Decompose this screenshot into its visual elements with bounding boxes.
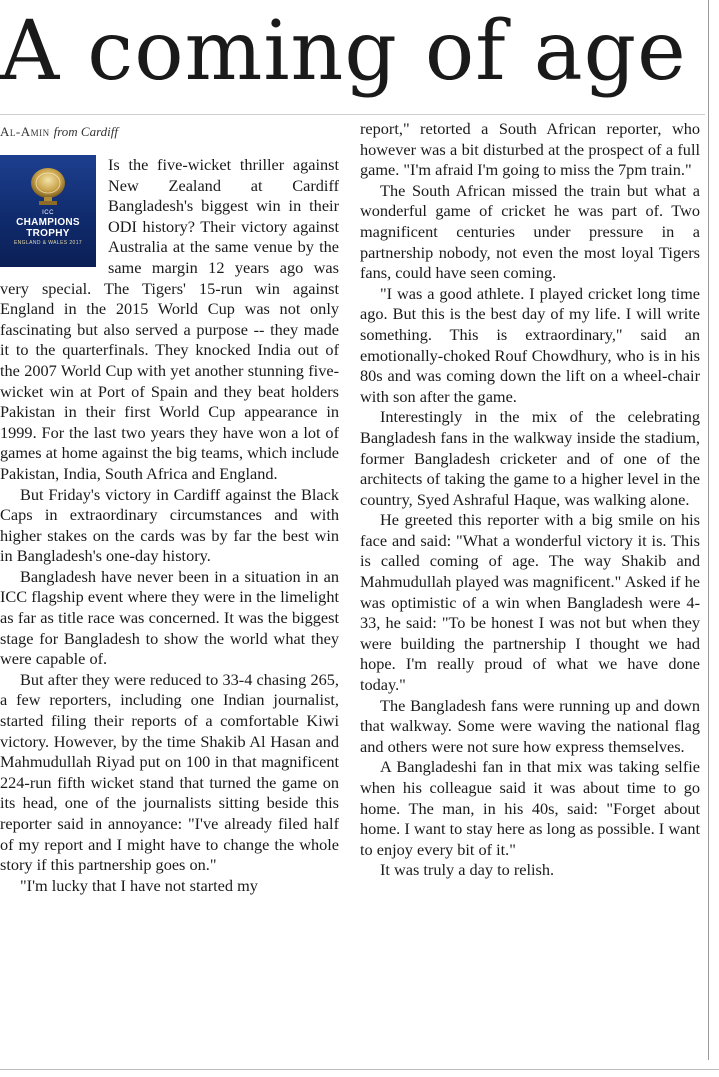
closing-line: It was truly a day to relish.: [380, 860, 555, 880]
headline-divider: [0, 114, 705, 115]
paragraph: The Bangladesh fans were running up and down that walkway. Some were waving the national flag and others were not sure how express themselves.: [360, 695, 700, 756]
champions-trophy-logo: [0, 155, 96, 267]
dateline: from Cardiff: [53, 124, 119, 139]
paragraph: "I was a good athlete. I played cricket long time ago. But this is the best day of my life. I will write something. This is extraordinary," said an emotionally-choked Rouf Chowdhury, who is in his 80s and was coming down the lift on a wheel-chair with son after the game.: [360, 283, 700, 406]
logo-line-icc: ICC: [42, 210, 54, 216]
paragraph: The South African missed the train but what a wonderful game of cricket he was part of. Two magnificent centuries under pressure in a partnership nobody, not even the most loyal Tigers fans, could have seen coming.: [360, 180, 700, 283]
page-bottom-rule: [0, 1069, 719, 1070]
logo-line-champions: CHAMPIONS: [16, 217, 80, 228]
paragraph-continuation: report," retorted a South African reporter, who however was a bit disturbed at the prospect of a full game. "I'm afraid I'm going to miss the 7pm train.": [360, 119, 700, 180]
author-name: Al-Amin: [0, 124, 50, 139]
paragraph: He greeted this reporter with a big smile on his face and said: "What a wonderful victory it is. This is called coming of age. The way Shakib and Mahmudullah played was magnificent." Asked if he was optimistic of a win when Bangladesh were 4-33, he said: "To be honest I was not but when they were building the partnership I thought we had hope. I'm really proud of what we have done today.": [360, 510, 700, 695]
paragraph: Bangladesh have never been in a situation in an ICC flagship event where they were in the limelight as far as title race was concerned. It was the biggest stage for Bangladesh to show the world what they were capable of.: [0, 566, 339, 669]
column-rule: [708, 0, 709, 1060]
paragraph: Interestingly in the mix of the celebrating Bangladesh fans in the walkway inside the stadium, former Bangladesh cricketer and of one of the architects of taking the game to a higher level in the country, Syed Ashraful Haque, was walking alone.: [360, 407, 700, 509]
logo-line-host: ENGLAND & WALES 2017: [13, 240, 83, 246]
paragraph: But Friday's victory in Cardiff against the Black Caps in extraordinary circumstances and with higher stakes on the cards was by far the best win in Bangladesh's one-day history.: [0, 484, 339, 566]
headline: A coming of age: [0, 4, 687, 99]
paragraph: A Bangladeshi fan in that mix was taking selfie when his colleague said it was about time to go home. The man, in his 40s, said: "Forget about home. I want to stay here as long as possible. I want to enjoy every bit of it.": [360, 757, 700, 859]
logo-line-trophy: TROPHY: [26, 228, 70, 239]
paragraph-continued: "I'm lucky that I have not started my: [20, 875, 258, 895]
article-column-right: [360, 119, 700, 881]
trophy-icon: [20, 163, 76, 207]
byline: [0, 123, 340, 141]
paragraph: But after they were reduced to 33-4 chasing 265, a few reporters, including one Indian journalist, started filing their reports of a comfortable Kiwi victory. However, by the time Shakib Al Hasan and Mahmudullah Riyad put on 100 in that magnificent 224-run fifth wicket stand that turned the game on its head, one of the journalists sitting beside this reporter said in annoyance: "I've already filed half of my report and I might have to change the whole story if this partnership goes on.": [0, 669, 339, 875]
paragraph: Is the five-wicket thriller against New Zealand at Cardiff Bangladesh's biggest win in their ODI history? Their victory against Australia at the same venue by the same margin 12 years ago was very special. The Tigers' 15-run win against England in the 2015 World Cup was not only fascinating but also served a purpose -- they made it to the quarterfinals. They knocked India out of the 2007 World Cup with yet another stunning five-wicket win at Port of Spain and they beat holders Pakistan in their first World Cup appearance in 1999. For the last two years they have won a lot of games at home against the big teams, which include Pakistan, India, South Africa and England.: [0, 155, 339, 483]
article-column-left: [0, 155, 339, 896]
